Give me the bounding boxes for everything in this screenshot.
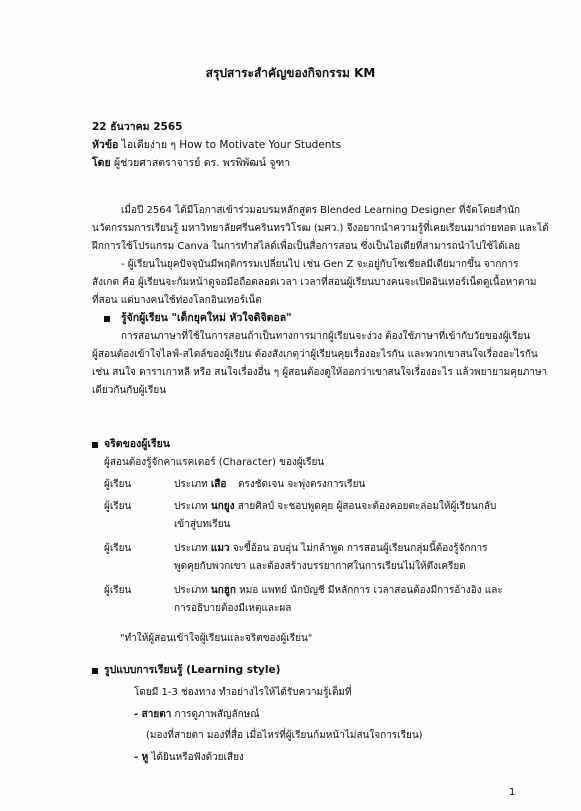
item-label: - สายตา — [134, 709, 172, 720]
row-label: ผู้เรียน — [104, 585, 132, 596]
row-label: ผู้เรียน — [104, 543, 132, 554]
section-heading-learner-character: จริตของผู้เรียน — [104, 438, 170, 450]
learner-type-owl — [174, 584, 503, 598]
type-description: เข้าสู่บทเรียน — [174, 519, 231, 530]
row-label: ผู้เรียน — [104, 501, 132, 512]
type-name: เสือ — [210, 479, 227, 490]
learning-style-ears — [134, 751, 244, 765]
section1-line: ผู้สอนต้องเข้าใจไลฟ์-สไตล์ของผู้เรียน ต้องสังเกตุว่าผู้เรียนคุยเรื่องอะไรกัน และพวกเขาสนใจเรื่องอะไรกัน — [92, 349, 538, 360]
page-title: สรุปสาระสำคัญของกิจกรรม KM — [205, 66, 376, 80]
type-prefix: ประเภท — [174, 585, 211, 596]
type-description: ตรงชัดเจน จะพุ่งตรงการเรียน — [238, 479, 366, 490]
row-label: ผู้เรียน — [104, 479, 132, 490]
date: 22 ธันวาคม 2565 — [92, 121, 183, 133]
type-description: พูดคุยกับพวกเขา และต้องสร้างบรรยากาศในการเรียนไม่ให้ตึงเครียด — [174, 561, 466, 572]
type-name: นกยูง — [210, 501, 235, 512]
item-text: ได้ยินหรือฟังด้วยเสียง — [151, 752, 244, 763]
item-label: - หู — [134, 752, 149, 763]
learning-style-eyes — [134, 708, 260, 722]
page-number: 1 — [509, 787, 516, 798]
intro-line: ที่สอน แต่บางคนใช้ท่องโลกอินเทอร์เน็ต — [92, 295, 262, 306]
topic-label: หัวข้อ — [92, 139, 119, 151]
type-description: การอธิบายต้องมีเหตุและผล — [174, 603, 292, 614]
intro-line: ฝึกการใช้โปรแกรม Canva ในการทำสไลด์เพื่อเป็นสื่อการสอน ซึ่งเป็นไอเดียที่สามารถนำไปใช้ได้เลย — [92, 241, 521, 252]
type-prefix: ประเภท — [174, 479, 211, 490]
learner-type-peacock — [174, 500, 496, 514]
type-description: จะขี้อ้อน อบอุ่น ไม่กล้าพูด การสอนผู้เรียนกลุ่มนี้ต้องรู้จักการ — [232, 543, 488, 554]
intro-line: - ผู้เรียนในยุคปัจจุบันมีพฤติกรรมเปลี่ยนไป เช่น Gen Z จะอยู่กับโซเชียลมีเดียมากขึ้น จากการ — [121, 259, 519, 270]
item-note: (มองที่สายตา มองที่สื่อ เมื่อไหร่ที่ผู้เรียนก้มหน้าไม่สนใจการเรียน) — [146, 730, 423, 741]
learner-type-tiger — [174, 478, 226, 492]
type-prefix: ประเภท — [174, 543, 211, 554]
section-heading-know-learners: รู้จักผู้เรียน "เด็กยุคใหม่ หัวใจดิจิตอล" — [121, 312, 292, 324]
section1-line: เช่น สนใจ ดาราเกาหลี หรือ สนใจเรื่องอื่น ๆ ผู้สอนต้องดูให้ออกว่าเขาสนใจเรื่องอะไร แล้วพยายามคุยภาษา — [92, 367, 548, 378]
type-prefix: ประเภท — [174, 501, 211, 512]
bullet-square-icon — [92, 668, 98, 674]
type-name: นกฮูก — [210, 585, 236, 596]
section3-intro: โดยมี 1-3 ช่องทาง ทำอย่างไรให้ได้รับความรู้เต็มที่ — [134, 687, 352, 698]
intro-line: เมื่อปี 2564 ได้มีโอกาสเข้าร่วมอบรมหลักสูตร Blended Learning Designer ที่จัดโดยสำนัก — [121, 205, 521, 216]
intro-line: สังเกต คือ ผู้เรียนจะก้มหน้าดูจอมือถือตลอดเวลา เวลาที่สอนผู้เรียนบางคนจะเปิดอินเทอร์เน็ตดูเนื้อหาตาม — [92, 277, 537, 288]
bullet-square-icon — [104, 316, 110, 322]
learner-type-cat — [174, 542, 488, 556]
author-name: ผู้ช่วยศาสตราจารย์ ดร. พรพิพัฒน์ จูฑา — [113, 157, 291, 169]
type-description: หมอ แพทย์ นักบัญชี มีหลักการ เวลาสอนต้องมีการอ้างอิง และ — [239, 585, 503, 596]
intro-line: นวัตกรรมการเรียนรู้ มหาวิทยาลัยศรีนครินทรวิโรฒ (มศว.) จึงอยากนำความรู้ที่เคยเรียนมาถ่ายทอด และได้ — [92, 223, 549, 234]
section1-line: การสอนภาษาที่ใช้ในการสอนถ้าเป็นทางการมากผู้เรียนจะง่วง ต้องใช้ภาษาที่เข้ากับวัยของผู้เรียน — [121, 331, 531, 342]
author-line — [92, 156, 290, 170]
item-text: การดูภาพสัญลักษณ์ — [174, 709, 260, 720]
quote: "ทำให้ผู้สอนเข้าใจผู้เรียนและจริตของผู้เรียน" — [120, 633, 313, 644]
section1-line: เดียวกันกับผู้เรียน — [92, 385, 167, 396]
section2-intro: ผู้สอนต้องรู้จักคาแรคเตอร์ (Character) ของผู้เรียน — [104, 457, 325, 468]
type-name: แมว — [210, 543, 230, 554]
author-label: โดย — [92, 157, 111, 169]
topic-line — [92, 138, 341, 152]
bullet-square-icon — [92, 442, 98, 448]
topic-text: ไอเดียง่าย ๆ How to Motivate Your Students — [121, 139, 342, 151]
section-heading-learning-style: รูปแบบการเรียนรู้ (Learning style) — [104, 664, 281, 676]
type-description: สายศิลป์ จะชอบพูดคุย ผู้สอนจะต้องคอยตะล่อมให้ผู้เรียนกลับ — [237, 501, 497, 512]
